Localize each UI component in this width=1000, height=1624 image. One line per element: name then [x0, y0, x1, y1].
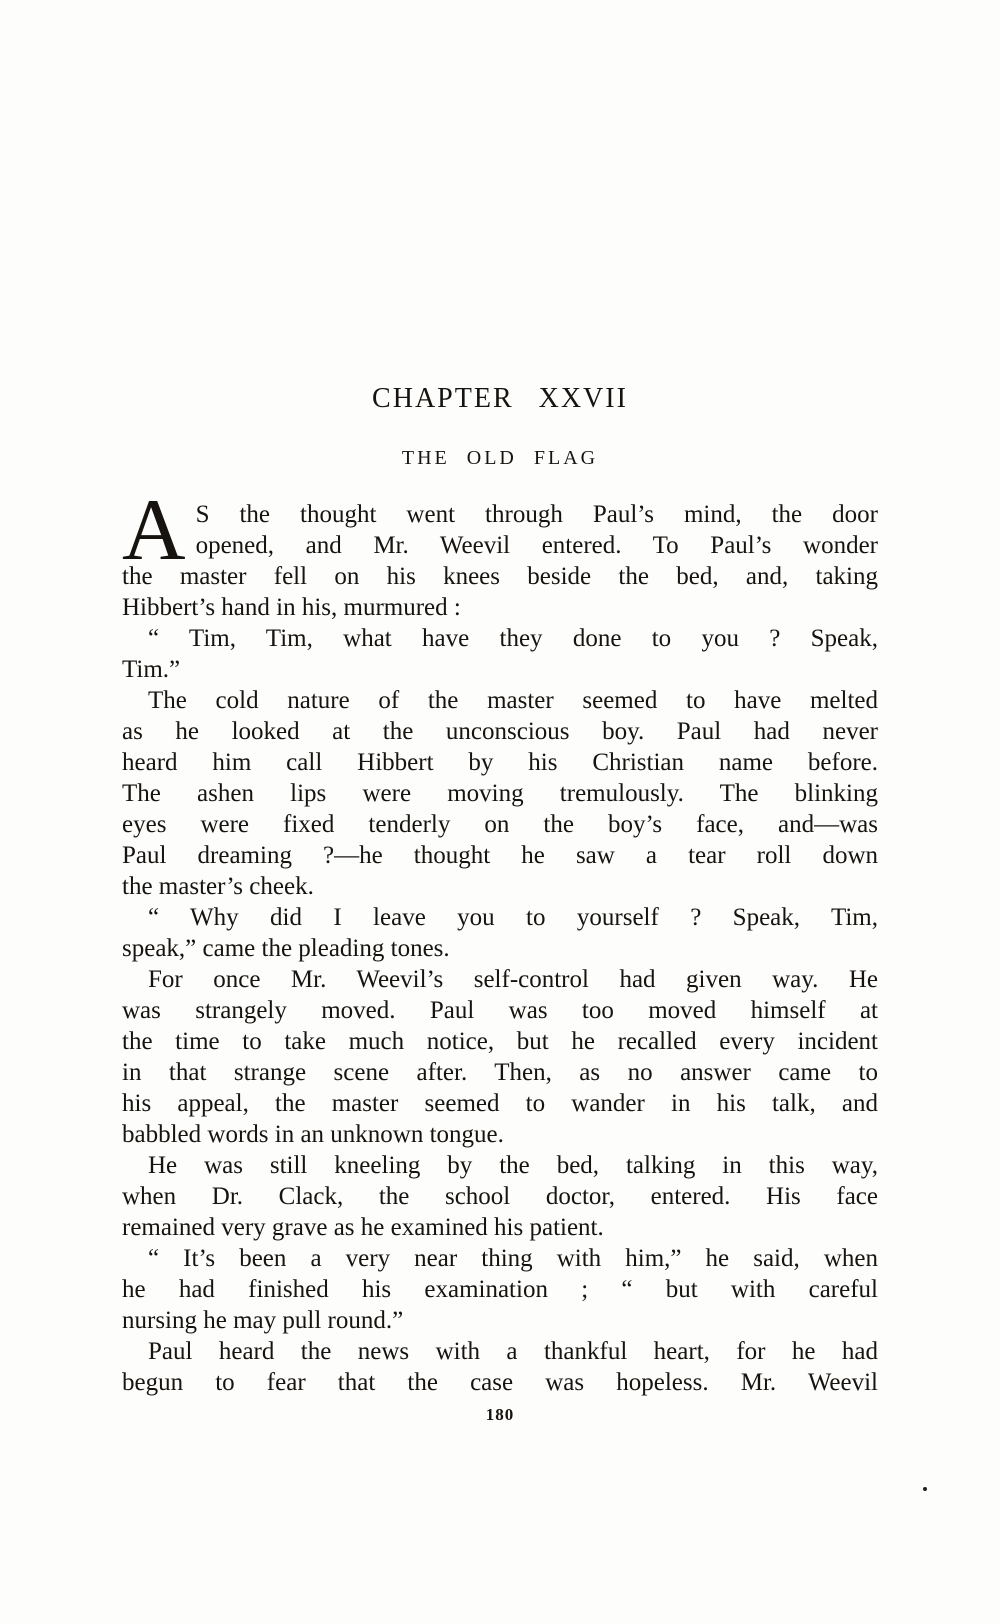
- text-line: The ashen lips were moving tremulously. The blinking: [122, 780, 878, 807]
- text-line: S the thought went through Paul’s mind, the door: [195, 501, 878, 528]
- text-line: remained very grave as he examined his patient.: [122, 1214, 604, 1241]
- text-line: heard him call Hibbert by his Christian name before.: [122, 749, 878, 776]
- text-line: The cold nature of the master seemed to have melted: [148, 687, 878, 714]
- text-line: the master fell on his knees beside the bed, and, taking: [122, 563, 878, 590]
- text-line: speak,” came the pleading tones.: [122, 935, 450, 962]
- section-title: THE OLD FLAG: [401, 447, 599, 469]
- text-line: as he looked at the unconscious boy. Paul had never: [122, 718, 878, 745]
- text-line: was strangely moved. Paul was too moved himself at: [122, 997, 878, 1024]
- text-line: “ Why did I leave you to yourself ? Speak, Tim,: [148, 904, 878, 931]
- text-line: “ It’s been a very near thing with him,” he said, when: [148, 1245, 878, 1272]
- text-line: Paul heard the news with a thankful heart, for he had: [148, 1338, 878, 1365]
- text-line: his appeal, the master seemed to wander in his talk, and: [122, 1090, 878, 1117]
- text-block: [122, 384, 878, 1425]
- text-line: For once Mr. Weevil’s self-control had given way. He: [148, 966, 878, 993]
- text-line: nursing he may pull round.”: [122, 1307, 404, 1334]
- text-line: He was still kneeling by the bed, talking in this way,: [148, 1152, 878, 1179]
- text-line: he had finished his examination ; “ but with careful: [122, 1276, 878, 1303]
- paragraph: [122, 902, 878, 964]
- text-line: in that strange scene after. Then, as no answer came to: [122, 1059, 878, 1086]
- text-line: the master’s cheek.: [122, 873, 314, 900]
- drop-cap: A: [122, 482, 186, 579]
- text-line: eyes were fixed tenderly on the boy’s face, and—was: [122, 811, 878, 838]
- paragraph: [122, 482, 878, 623]
- text-line: “ Tim, Tim, what have they done to you ? Speak,: [148, 625, 878, 652]
- ink-speck: [923, 1487, 927, 1491]
- paragraph: [122, 685, 878, 902]
- paragraph: [122, 1150, 878, 1243]
- paragraph: [122, 1243, 878, 1336]
- text-line: opened, and Mr. Weevil entered. To Paul’s wonder: [195, 532, 878, 559]
- text-line: Tim.”: [122, 656, 181, 683]
- paragraph: [122, 623, 878, 685]
- chapter-heading: CHAPTER XXVII: [372, 383, 628, 414]
- text-line: Paul dreaming ?—he thought he saw a tear roll down: [122, 842, 878, 869]
- text-line: begun to fear that the case was hopeless. Mr. Weevil: [122, 1369, 878, 1396]
- text-line: the time to take much notice, but he recalled every incident: [122, 1028, 878, 1055]
- paragraph: [122, 1336, 878, 1398]
- text-line: when Dr. Clack, the school doctor, entered. His face: [122, 1183, 878, 1210]
- text-line: babbled words in an unknown tongue.: [122, 1121, 504, 1148]
- text-line: Hibbert’s hand in his, murmured :: [122, 594, 461, 621]
- paragraph: [122, 964, 878, 1150]
- page-number: 180: [485, 1405, 515, 1424]
